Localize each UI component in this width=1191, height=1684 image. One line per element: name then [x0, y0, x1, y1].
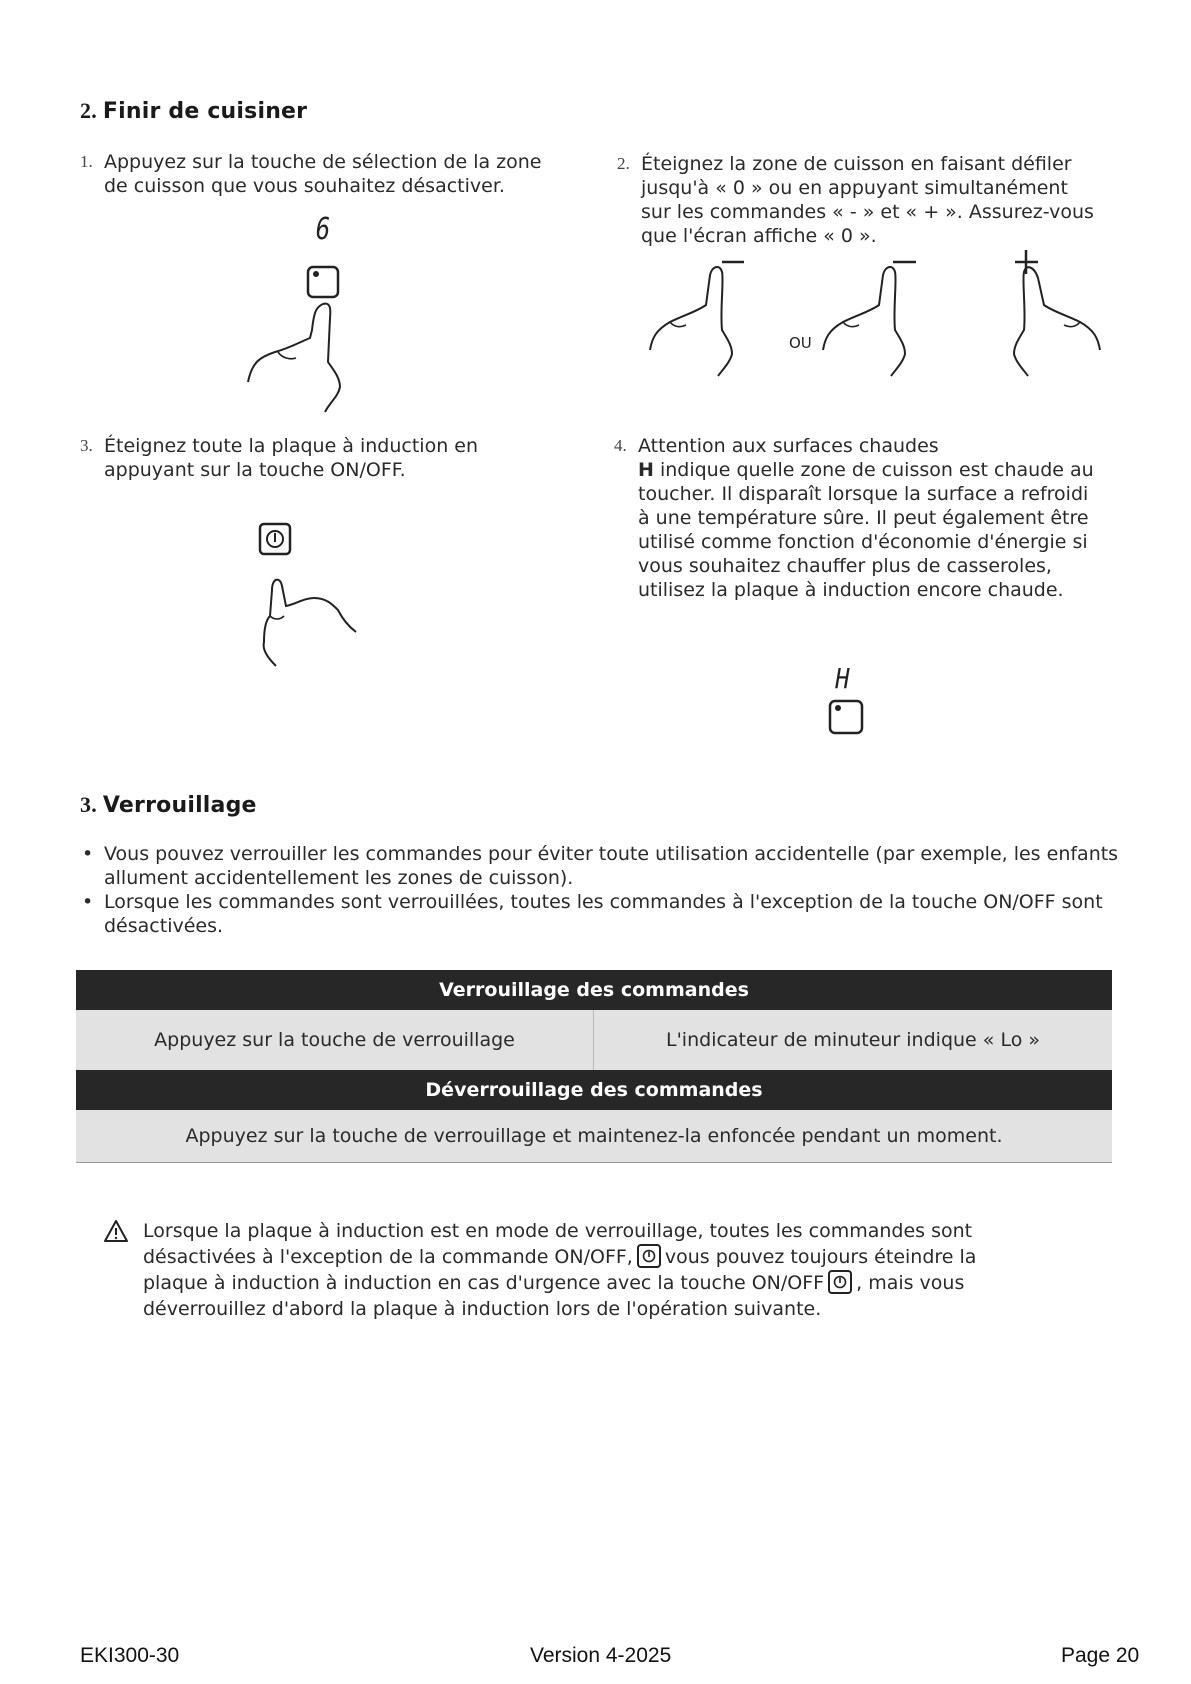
- power-button-icon: [827, 1270, 853, 1294]
- figure-select-zone: [240, 212, 360, 422]
- step-2-text: Éteignez la zone de cuisson en faisant défiler jusqu'à « 0 » ou en appuyant simultanément sur les commandes « - » et « + ». Assurez-vous que l'écran affiche « 0 ».: [641, 153, 1094, 247]
- hot-indicator-letter: H: [638, 459, 654, 481]
- step-3-number: 3.: [80, 436, 93, 455]
- step-4-number: 4.: [614, 436, 627, 455]
- step-2-number: 2.: [617, 154, 630, 173]
- level-display: 6: [315, 212, 331, 247]
- step-4-text: [638, 458, 1098, 602]
- section-2-number: 2.: [80, 98, 97, 123]
- finger-minus-plus-icon: [640, 250, 1110, 385]
- step-4-heading: Attention aux surfaces chaudes: [638, 435, 939, 457]
- section-3-title: Verrouillage: [102, 793, 257, 818]
- footer-model: EKI300-30: [80, 1644, 180, 1667]
- section-2-title: Finir de cuisiner: [102, 99, 308, 124]
- or-label: OU: [789, 334, 812, 352]
- finger-power-button-icon: [252, 520, 372, 670]
- section-3-number: 3.: [80, 792, 97, 817]
- unlock-header: Déverrouillage des commandes: [76, 1070, 1112, 1110]
- figure-hot-zone: [820, 662, 880, 738]
- section-2-heading: [80, 98, 307, 124]
- footer-page: Page 20: [1061, 1644, 1140, 1667]
- step-1-number: 1.: [80, 152, 93, 171]
- step-3-text: Éteignez toute la plaque à induction en appuyant sur la touche ON/OFF.: [104, 435, 479, 481]
- unlock-action-cell: Appuyez sur la touche de verrouillage et maintenez-la enfoncée pendant un moment.: [76, 1110, 1112, 1163]
- warning-icon: [103, 1219, 129, 1243]
- hot-display: H: [835, 662, 850, 695]
- warning-text-3: , mais vous déverrouillez d'abord la plaque à induction lors de l'opération suivante.: [143, 1272, 965, 1320]
- section-3-heading: [80, 792, 257, 818]
- step-4-body: indique quelle zone de cuisson est chaude au toucher. Il disparaît lorsque la surface a refroidi à une température sûre. Il peut également être utilisé comme fonction d'économie d'énergie si vous souhaitez chauffer plus de casseroles, utilisez la plaque à induction encore chaude.: [638, 459, 1094, 601]
- footer-version: Version 4-2025: [530, 1644, 672, 1667]
- list-item: • Vous pouvez verrouiller les commandes pour éviter toute utilisation accidentelle (par exemple, les enfants allument accidentellement les zones de cuisson).: [80, 842, 1130, 890]
- list-item: • Lorsque les commandes sont verrouillées, toutes les commandes à l'exception de la touche ON/OFF sont désactivées.: [80, 890, 1130, 938]
- lock-bullets: [80, 842, 1130, 938]
- step-4: [614, 434, 1098, 602]
- step-3: [80, 434, 564, 482]
- lock-header: Verrouillage des commandes: [76, 970, 1112, 1010]
- warning-text-2: vous pouvez toujours éteindre la plaque à induction à induction en cas d'urgence avec la touche ON/OFF: [143, 1246, 977, 1294]
- lock-warning: [143, 1218, 1043, 1322]
- finger-press-zone-icon: [240, 212, 360, 422]
- step-1-text: Appuyez sur la touche de sélection de la zone de cuisson que vous souhaitez désactiver.: [104, 151, 542, 197]
- zone-button-icon: [827, 698, 867, 738]
- step-2: [617, 152, 1101, 248]
- lock-table: [76, 970, 1112, 1163]
- lock-action-cell: Appuyez sur la touche de verrouillage: [76, 1010, 594, 1070]
- step-1: [80, 150, 544, 198]
- power-button-icon: [636, 1244, 662, 1268]
- warning-text-1: Lorsque la plaque à induction est en mode de verrouillage, toutes les commandes sont désactivées à l'exception de la commande ON/OFF,: [143, 1220, 973, 1268]
- lock-result-cell: L'indicateur de minuteur indique « Lo »: [594, 1010, 1113, 1070]
